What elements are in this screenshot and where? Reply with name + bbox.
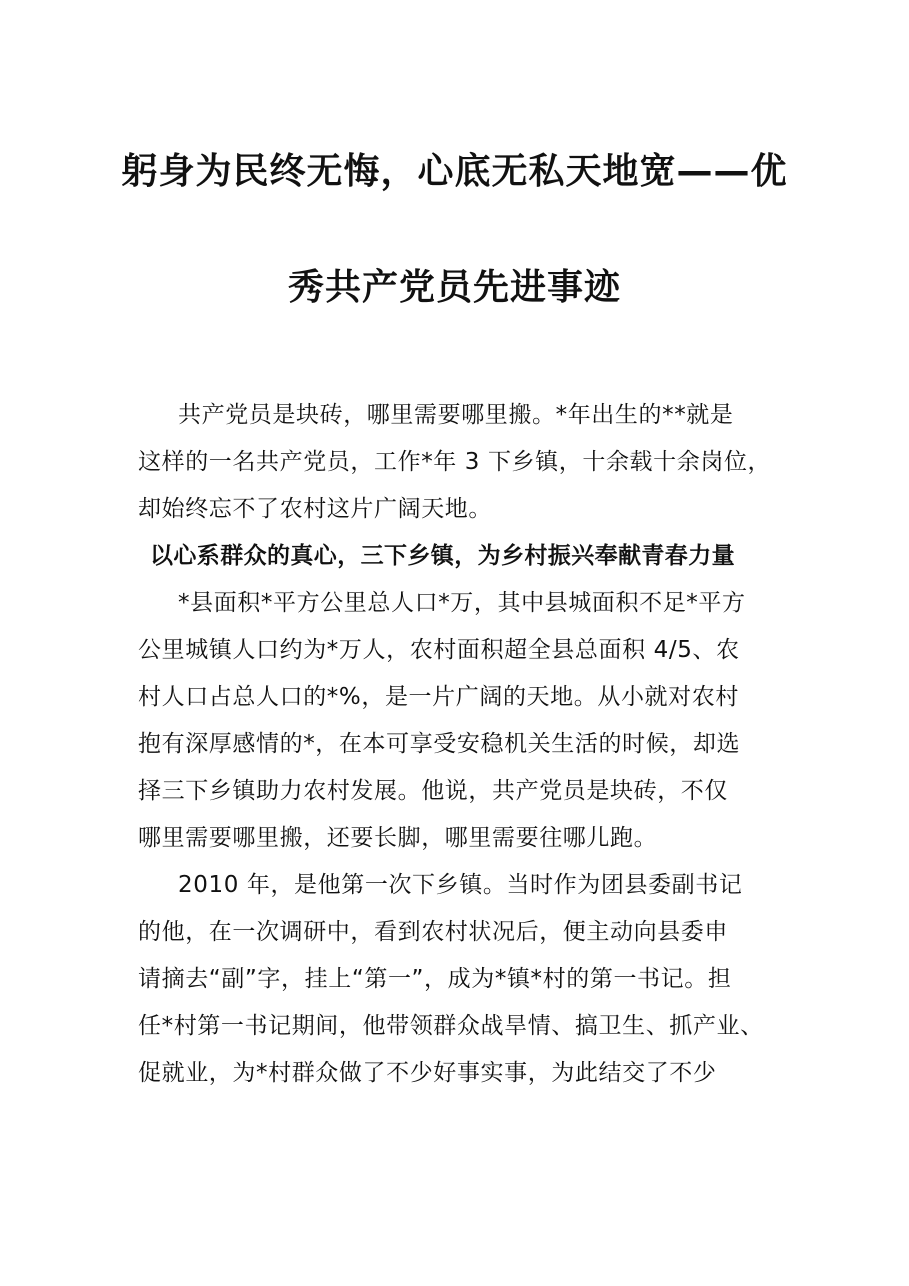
paragraph-2-line-3: 村人口占总人口的*%，是一片广阔的天地。从小就对农村 [138,684,739,710]
paragraph-3-line-4: 任*村第一书记期间，他带领群众战旱情、搞卫生、抓产业、 [138,1013,764,1039]
title-line-1: 躬身为民终无悔，心底无私天地宽——优 [121,151,788,192]
paragraph-3-line-2: 的他，在一次调研中，看到农村状况后，便主动向县委申 [138,919,728,945]
paragraph-2-line-2: 公里城镇人口约为*万人，农村面积超全县总面积 4/5、农 [138,637,740,663]
paragraph-2-line-5: 择三下乡镇助力农村发展。他说，共产党员是块砖，不仅 [138,778,728,804]
section-heading-1: 以心系群众的真心，三下乡镇，为乡村振兴奉献青春力量 [150,543,735,569]
paragraph-1-line-3: 却始终忘不了农村这片广阔天地。 [138,496,492,522]
paragraph-3-line-5: 促就业，为*村群众做了不少好事实事，为此结交了不少 [138,1060,717,1086]
paragraph-2-line-6: 哪里需要哪里搬，还要长脚，哪里需要往哪儿跑。 [138,825,658,851]
paragraph-3-line-1: 2010 年，是他第一次下乡镇。当时作为团县委副书记 [178,872,743,898]
document-body [138,392,790,1097]
paragraph-1-line-2: 这样的一名共产党员，工作*年 3 下乡镇，十余载十余岗位， [138,449,772,475]
paragraph-3-line-3: 请摘去“副”字，挂上“第一”，成为*镇*村的第一书记。担 [138,966,732,992]
title-line-2: 秀共产党员先进事迹 [287,267,621,308]
paragraph-1-line-1: 共产党员是块砖，哪里需要哪里搬。*年出生的**就是 [178,402,734,428]
paragraph-2-line-4: 抱有深厚感情的*，在本可享受安稳机关生活的时候，却选 [138,731,741,757]
paragraph-2-line-1: *县面积*平方公里总人口*万，其中县城面积不足*平方 [178,590,746,616]
